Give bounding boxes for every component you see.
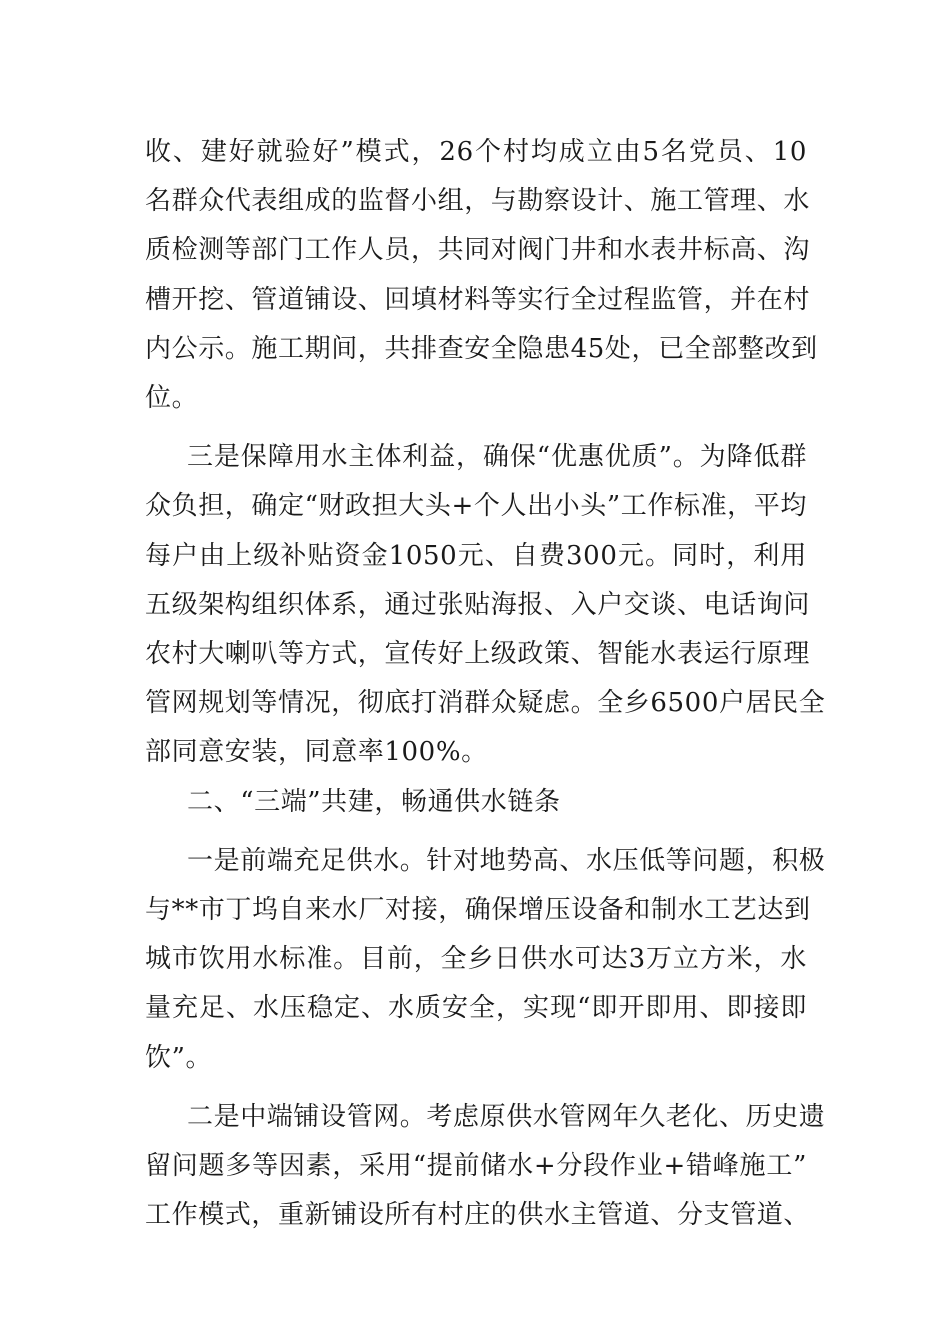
document-body bbox=[145, 128, 826, 1240]
text-line: 内公示。施工期间，共排查安全隐患45处，已全部整改到 bbox=[145, 333, 818, 364]
text-line: 每户由上级补贴资金1050元、自费300元。同时，利用 bbox=[145, 540, 807, 571]
text-line: 二是中端铺设管网。考虑原供水管网年久老化、历史遗 bbox=[187, 1101, 826, 1132]
text-line: 三是保障用水主体利益，确保“优惠优质”。为降低群 bbox=[187, 442, 807, 473]
text-line: 名群众代表组成的监督小组，与勘察设计、施工管理、水 bbox=[145, 186, 811, 217]
text-line: 工作模式，重新铺设所有村庄的供水主管道、分支管道、 bbox=[145, 1200, 811, 1231]
text-line: 位。 bbox=[145, 383, 199, 414]
text-line: 与**市丁坞自来水厂对接，确保增压设备和制水工艺达到 bbox=[145, 895, 811, 926]
text-line: 二、“三端”共建，畅通供水链条 bbox=[187, 786, 561, 817]
text-line: 槽开挖、管道铺设、回填材料等实行全过程监管，并在村 bbox=[145, 284, 811, 315]
paragraph-supervision bbox=[145, 128, 818, 423]
text-line: 量充足、水压稳定、水质安全，实现“即开即用、即接即 bbox=[145, 993, 807, 1024]
text-line: 众负担，确定“财政担大头+个人出小头”工作标准，平均 bbox=[145, 491, 807, 522]
text-line: 五级架构组织体系，通过张贴海报、入户交谈、电话询问 bbox=[145, 589, 811, 620]
text-line: 质检测等部门工作人员，共同对阀门井和水表井标高、沟 bbox=[145, 235, 811, 266]
text-line: 城市饮用水标准。目前，全乡日供水可达3万立方米，水 bbox=[145, 944, 807, 975]
text-line: 留问题多等因素，采用“提前储水+分段作业+错峰施工” bbox=[145, 1151, 807, 1182]
paragraph-mid-pipeline bbox=[145, 1093, 826, 1241]
text-line: 部同意安装，同意率100%。 bbox=[145, 737, 488, 768]
text-line: 农村大喇叭等方式，宣传好上级政策、智能水表运行原理 bbox=[145, 639, 811, 670]
section-heading bbox=[145, 778, 807, 827]
text-line: 饮”。 bbox=[145, 1042, 213, 1073]
paragraph-front-end-supply bbox=[145, 837, 826, 1083]
text-line: 收、建好就验好”模式，26个村均成立由5名党员、10 bbox=[145, 137, 807, 167]
text-line: 管网规划等情况，彻底打消群众疑虑。全乡6500户居民全 bbox=[145, 688, 826, 719]
text-line: 一是前端充足供水。针对地势高、水压低等问题，积极 bbox=[187, 845, 826, 876]
paragraph-user-interests bbox=[145, 433, 826, 777]
